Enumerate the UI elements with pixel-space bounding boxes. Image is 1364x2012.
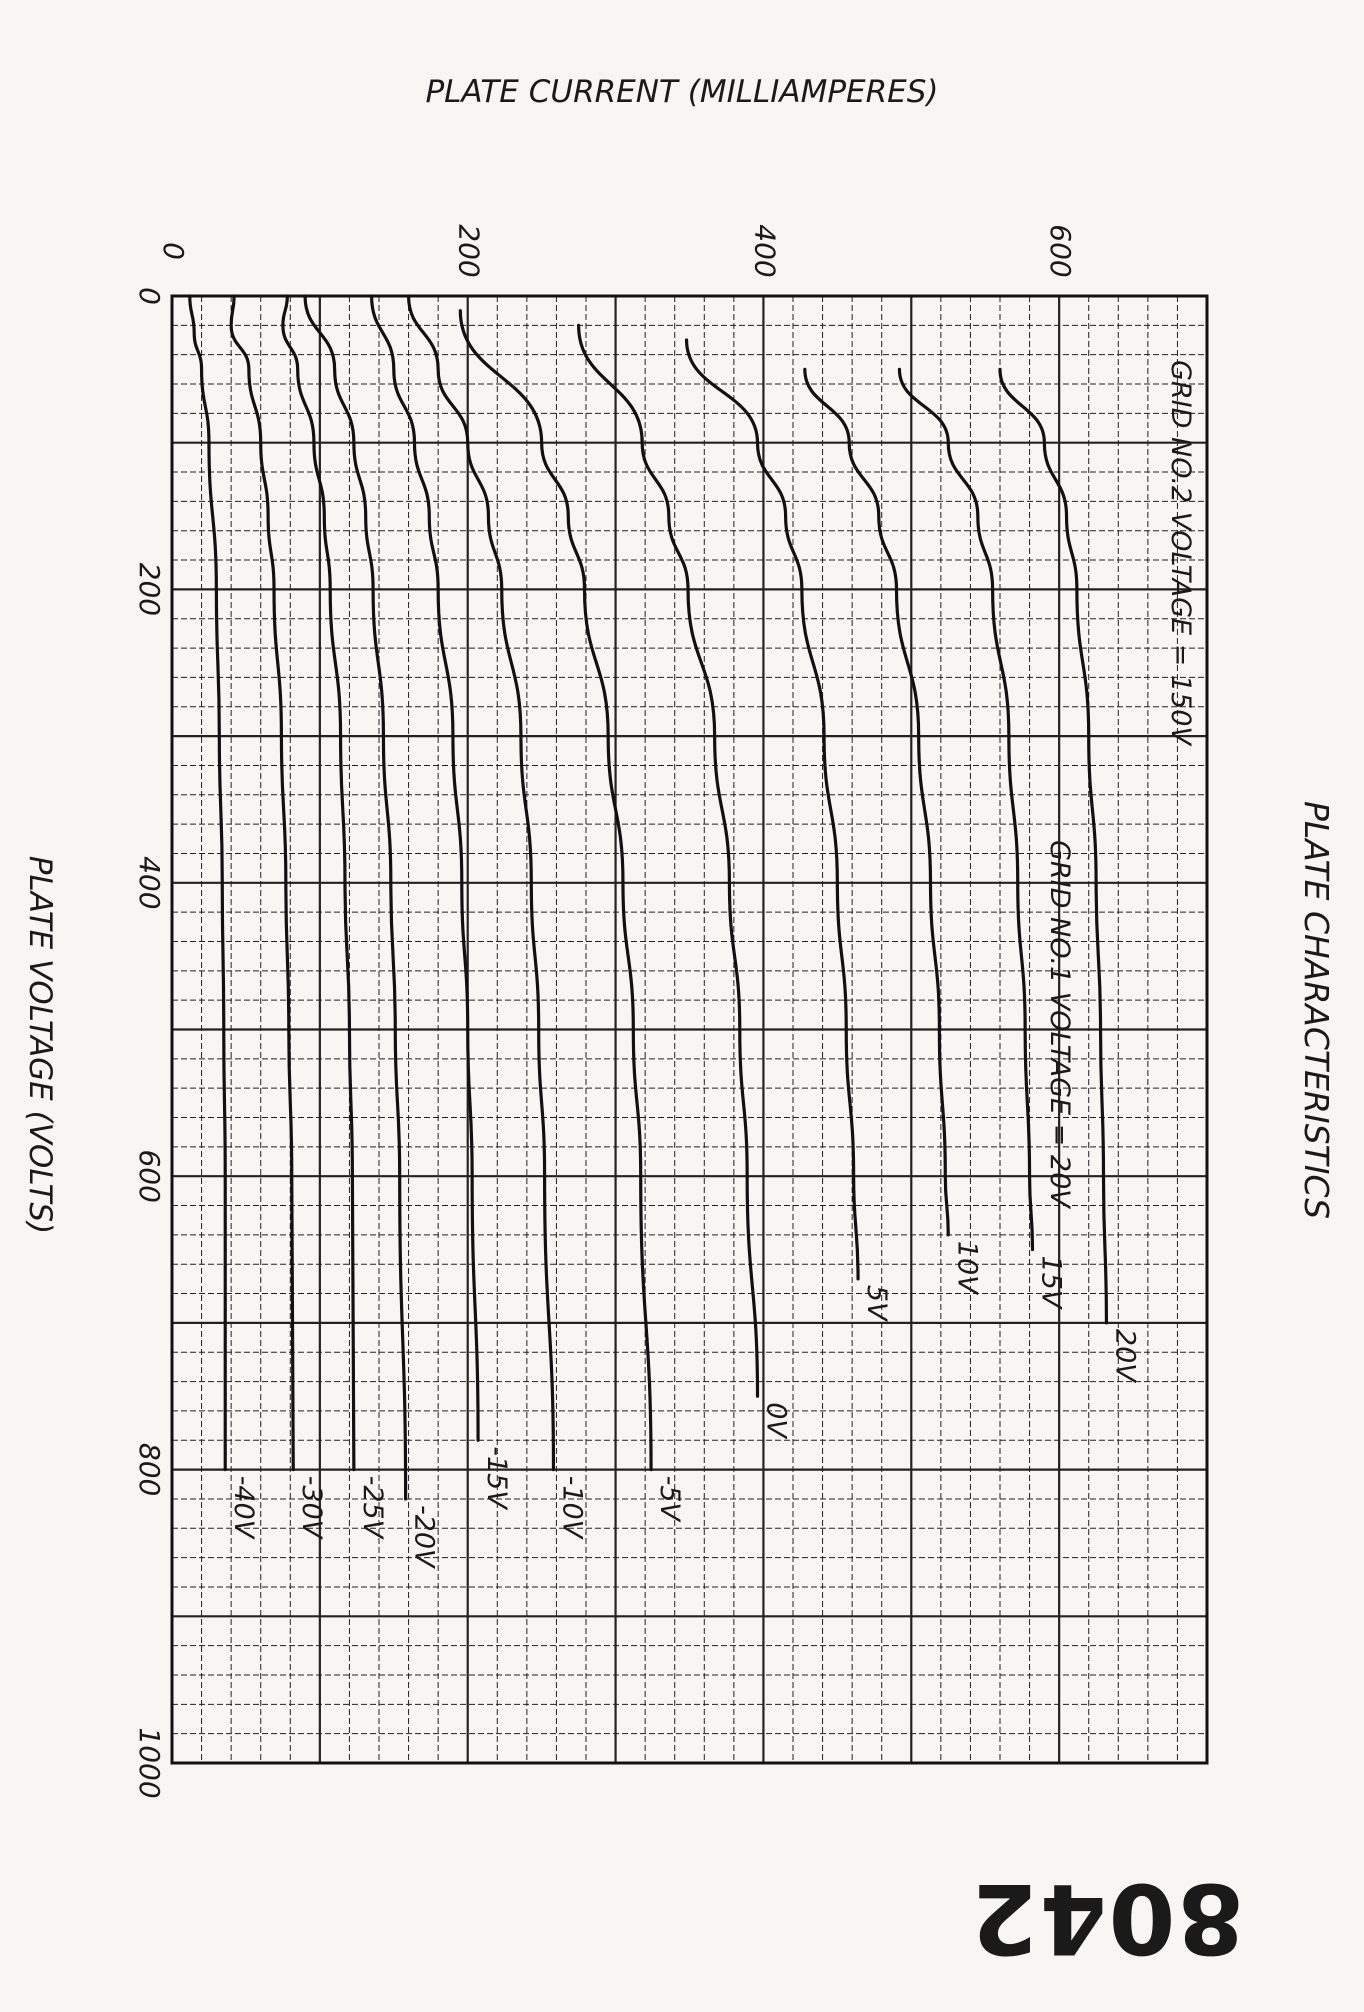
y-tick-label: 0: [157, 242, 190, 260]
series-label: 0V: [760, 1402, 792, 1438]
grid2-voltage-annotation: GRID NO.2 VOLTAGE = 150V: [1165, 360, 1196, 745]
page-number: 8042: [968, 1862, 1244, 1974]
series-label: -40V: [228, 1475, 260, 1539]
x-tick-label: 400: [133, 856, 166, 910]
series-label: 10V: [951, 1240, 983, 1294]
y-axis-title: PLATE CURRENT (MILLIAMPERES): [425, 74, 939, 110]
series-line: [579, 325, 758, 1396]
series-label: -10V: [556, 1475, 588, 1539]
y-tick-label: 200: [452, 224, 486, 278]
series-line: [687, 340, 859, 1279]
series-line: [805, 369, 948, 1235]
x-tick-label: 800: [133, 1442, 166, 1497]
series-line: [372, 296, 478, 1440]
series-label: -5V: [654, 1475, 686, 1522]
x-axis-title: PLATE VOLTAGE (VOLTS): [22, 855, 58, 1235]
series-line: [460, 311, 651, 1470]
series-label: 20V: [1109, 1328, 1141, 1382]
y-tick-label: 600: [1044, 224, 1078, 278]
series-label: -20V: [408, 1504, 440, 1568]
chart-curves: [190, 296, 1107, 1499]
chart-title: PLATE CHARACTERISTICS: [1297, 800, 1336, 1220]
grid1-voltage-annotation: GRID NO.1 VOLTAGE = 20V: [1044, 840, 1075, 1208]
y-tick-label: 400: [748, 224, 782, 278]
series-label: 5V: [861, 1284, 893, 1321]
x-tick-label: 600: [133, 1149, 166, 1203]
x-tick-label: 1000: [133, 1727, 166, 1799]
x-tick-label: 200: [133, 562, 166, 617]
series-label: -25V: [356, 1475, 388, 1539]
chart-labels: [22, 74, 1336, 1799]
series-label: 15V: [1035, 1255, 1067, 1309]
series-label: -15V: [481, 1446, 513, 1509]
series-label: -30V: [296, 1475, 328, 1539]
x-tick-label: 0: [133, 287, 166, 305]
